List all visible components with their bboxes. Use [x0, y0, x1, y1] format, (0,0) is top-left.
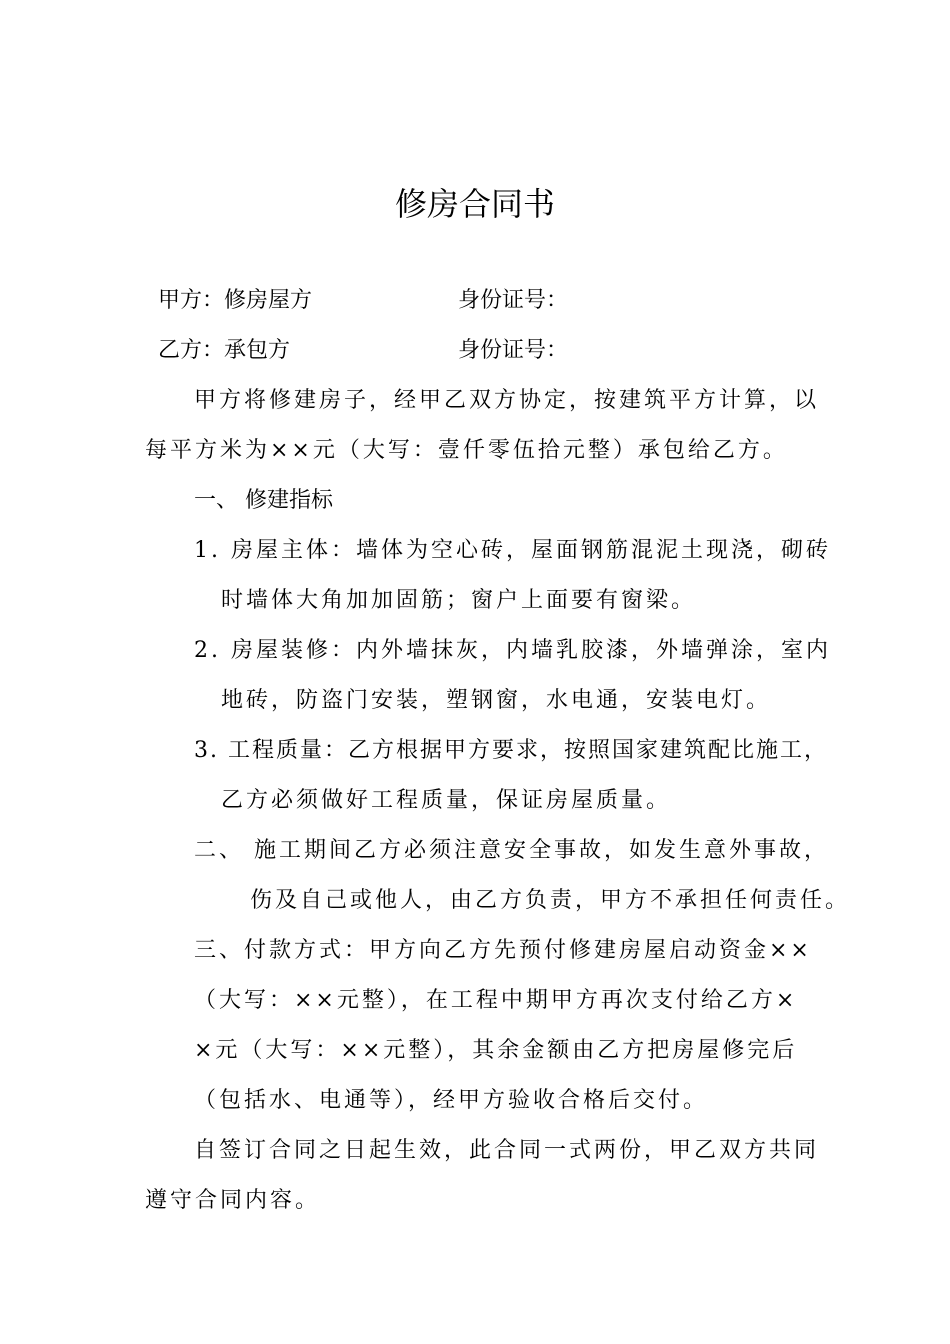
intro-line: 甲方将修建房子，经甲乙双方协定，按建筑平方计算，以	[194, 388, 820, 413]
party-b-id-label: 身份证号：	[458, 338, 569, 363]
section-3-line: （大写：××元整），在工程中期甲方再次支付给乙方×	[194, 988, 798, 1013]
section-3-line: 三、付款方式：甲方向乙方先预付修建房屋启动资金××	[194, 938, 812, 963]
section-1-item: 1. 房屋主体：墙体为空心砖，屋面钢筋混泥土现浇，砌砖	[194, 538, 831, 563]
section-1-heading: 一、 修建指标	[194, 488, 333, 513]
party-a-label: 甲方：修房屋方	[158, 288, 313, 313]
section-2-line: 二、 施工期间乙方必须注意安全事故，如发生意外事故，	[194, 838, 829, 863]
document-title: 修房合同书	[394, 185, 555, 223]
section-1-item: 3. 工程质量：乙方根据甲方要求，按照国家建筑配比施工，	[194, 738, 828, 763]
closing-line: 遵守合同内容。	[145, 1188, 321, 1213]
section-1-item-cont: 乙方必须做好工程质量，保证房屋质量。	[221, 788, 672, 813]
section-1-item-cont: 地砖，防盗门安装，塑钢窗，水电通，安装电灯。	[221, 688, 772, 713]
section-1-item: 2. 房屋装修：内外墙抹灰，内墙乳胶漆，外墙弹涂，室内	[194, 638, 831, 663]
section-1-item-cont: 时墙体大角加加固筋；窗户上面要有窗梁。	[221, 588, 697, 613]
intro-line: 每平方米为××元（大写：壹仟零伍拾元整）承包给乙方。	[145, 438, 788, 463]
section-3-line: ×元（大写：××元整），其余金额由乙方把房屋修完后	[194, 1038, 798, 1063]
section-3-line: （包括水、电通等），经甲方验收合格后交付。	[194, 1088, 709, 1113]
party-b-label: 乙方：承包方	[158, 338, 291, 363]
closing-line: 自签订合同之日起生效，此合同一式两份，甲乙双方共同	[194, 1138, 820, 1163]
party-a-id-label: 身份证号：	[458, 288, 569, 313]
section-2-line: 伤及自己或他人，由乙方负责，甲方不承担任何责任。	[250, 888, 851, 913]
